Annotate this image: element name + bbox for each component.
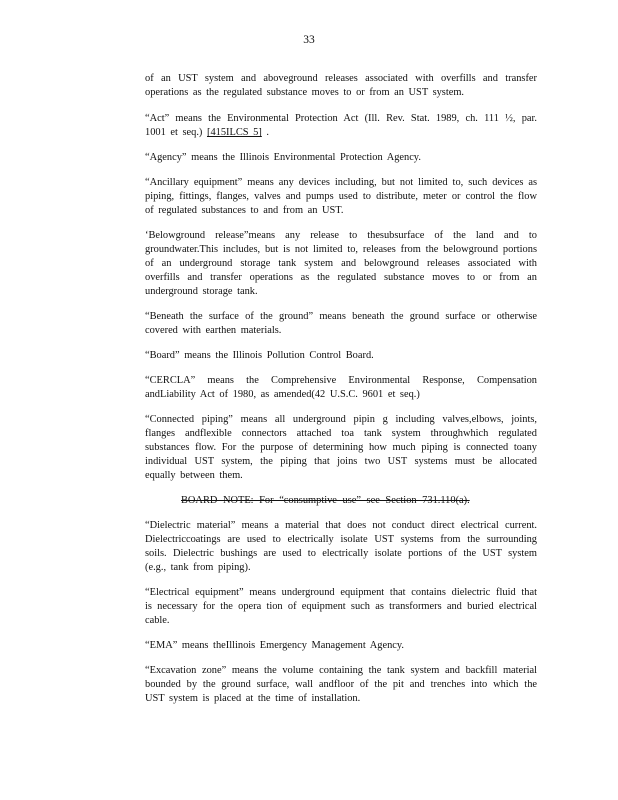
definition-agency: “Agency” means the Illinois Environmental Protection Agency. — [145, 152, 421, 163]
definitions-body — [145, 72, 537, 717]
board-note-struck: BOARD NOTE: For “consumptive use” see Section 731.110(a). — [181, 495, 470, 506]
page-number: 33 — [303, 34, 315, 46]
statute-citation: [415ILCS 5] — [206, 127, 262, 138]
definition-act-end: . — [261, 127, 270, 138]
definition-ema: “EMA” means theIllinois Emergency Management Agency. — [145, 640, 405, 651]
definition-beneath-surface: “Beneath the surface of the ground” means beneath the ground surface or otherwise covered with earthen materials. — [145, 311, 537, 336]
definition-cercla: “CERCLA” means the Comprehensive Environmental Response, Compensation andLiability Act of 1980, as amended(42 U.S.C. 9601 et seq.) — [145, 375, 537, 400]
definition-dielectric-material: “Dielectric material” means a material that does not conduct direct electrical current. Dielectriccoatings are used to electrically isolate UST systems from the surrounding soils. Dielectric bushings are used to electrically isolate portions of the UST system (e.g., tank from piping). — [145, 520, 537, 573]
definition-act-text: “Act” means the Environmental Protection Act (Ill. Rev. Stat. 1989, ch. 111 ½, par. 1001 et seq.) — [145, 113, 537, 138]
definition-act — [145, 112, 537, 140]
definition-excavation-zone: “Excavation zone” means the volume containing the tank system and backfill material bounded by the ground surface, wall andfloor of the pit and trenches into which the UST system is placed at the time of installation. — [145, 665, 537, 704]
definition-electrical-equipment: “Electrical equipment” means underground equipment that contains dielectric fluid that is necessary for the opera tion of equipment such as transformers and buried electrical cable. — [145, 587, 537, 626]
definition-connected-piping: “Connected piping” means all underground pipin g including valves,elbows, joints, flanges andflexible connectors attached toa tank system throughwhich regulated substances flow. For the purpose of determining how much piping is connected toany individual UST system, the piping that joins two UST systems must be allocated equally between them. — [145, 414, 537, 481]
definition-board: “Board” means the Illinois Pollution Control Board. — [145, 350, 374, 361]
definition-ancillary-equipment: “Ancillary equipment” means any devices including, but not limited to, such devices as piping, fittings, flanges, valves and pumps used to distribute, meter or control the flow of regulated substances to and from an UST. — [145, 177, 537, 216]
paragraph-continuation: of an UST system and aboveground releases associated with overfills and transfer operations as the regulated substance moves to or from an UST system. — [145, 73, 537, 98]
definition-belowground-release: ‘Belowground release”means any release to thesubsurface of the land and to groundwater.This includes, but is not limited to, releases from the belowground portions of an underground storage tank system and belowground releases associated with overfills and transfer operations as the regulated substance moves to or from an underground storage tank. — [145, 230, 537, 297]
